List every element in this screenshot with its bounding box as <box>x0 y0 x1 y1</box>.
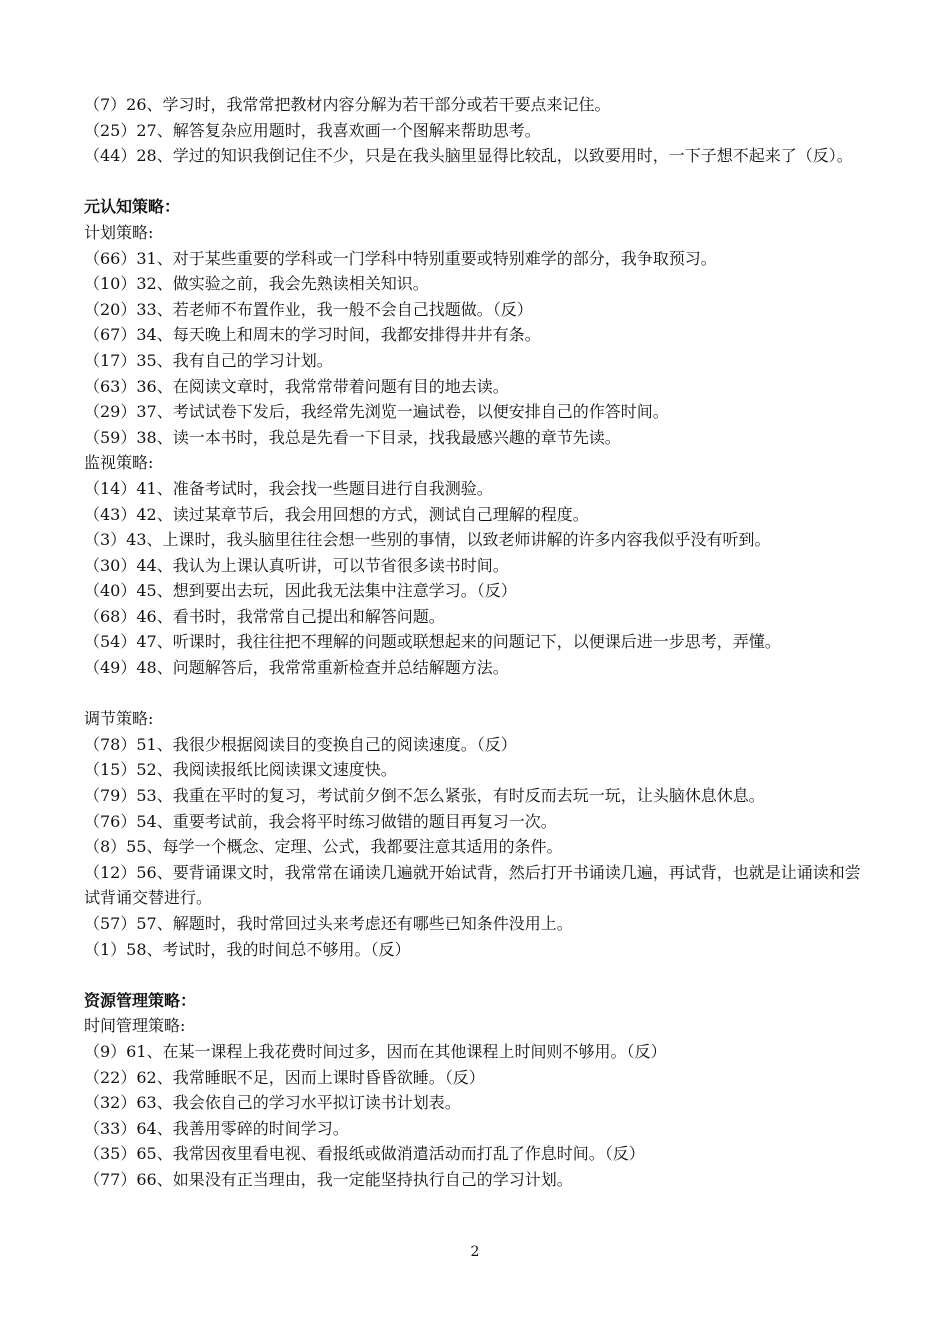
regulate-item: （12）56、要背诵课文时，我常常在诵读几遍就开始试背，然后打开书诵读几遍，再试背，也就是让诵读和尝试背诵交替进行。 <box>84 862 861 908</box>
plan-item: （66）31、对于某些重要的学科或一门学科中特别重要或特别难学的部分，我争取预习。 <box>84 248 717 268</box>
monitor-item: （40）45、想到要出去玩，因此我无法集中注意学习。（反） <box>84 581 517 601</box>
section-heading-metacognition: 元认知策略： <box>84 197 181 217</box>
subsection-title-regulate: 调节策略: <box>84 709 154 729</box>
monitor-item: （49）48、问题解答后，我常常重新检查并总结解题方法。 <box>84 658 509 678</box>
intro-item: （7）26、学习时，我常常把教材内容分解为若干部分或若干要点来记住。 <box>84 95 611 114</box>
subsection-title-plan: 计划策略: <box>84 222 154 242</box>
regulate-item: （8）55、每学一个概念、定理、公式，我都要注意其适用的条件。 <box>84 837 563 857</box>
regulate-item: （1）58、考试时，我的时间总不够用。（反） <box>84 939 411 959</box>
plan-item: （20）33、若老师不布置作业，我一般不会自己找题做。（反） <box>84 299 533 319</box>
monitor-item: （54）47、听课时，我往往把不理解的问题或联想起来的问题记下，以便课后进一步思考，弄懂。 <box>84 632 781 652</box>
monitor-item: （14）41、准备考试时，我会找一些题目进行自我测验。 <box>84 478 493 498</box>
blank-line <box>84 962 874 988</box>
subsection-title-monitor: 监视策略: <box>84 453 154 473</box>
document-body <box>84 92 874 1193</box>
time-item: （9）61、在某一课程上我花费时间过多，因而在其他课程上时间则不够用。（反） <box>84 1041 667 1061</box>
monitor-item: （43）42、读过某章节后，我会用回想的方式，测试自己理解的程度。 <box>84 504 589 524</box>
blank-line <box>84 681 874 707</box>
subsection-title-time: 时间管理策略: <box>84 1016 186 1036</box>
time-item: （77）66、如果没有正当理由，我一定能坚持执行自己的学习计划。 <box>84 1169 573 1189</box>
monitor-item: （68）46、看书时，我常常自己提出和解答问题。 <box>84 606 445 626</box>
time-item: （22）62、我常睡眠不足，因而上课时昏昏欲睡。（反） <box>84 1067 485 1087</box>
regulate-item: （78）51、我很少根据阅读目的变换自己的阅读速度。（反） <box>84 734 517 754</box>
regulate-item: （15）52、我阅读报纸比阅读课文速度快。 <box>84 760 397 780</box>
intro-item: （44）28、学过的知识我倒记住不少，只是在我头脑里显得比较乱，以致要用时，一下子想不起来了（反）。 <box>84 146 853 166</box>
section-heading-resource: 资源管理策略： <box>84 990 197 1010</box>
plan-item: （10）32、做实验之前，我会先熟读相关知识。 <box>84 274 429 294</box>
plan-item: （67）34、每天晚上和周末的学习时间，我都安排得井井有条。 <box>84 325 541 345</box>
monitor-item: （3）43、上课时，我头脑里往往会想一些别的事情，以致老师讲解的许多内容我似乎没有听到。 <box>84 530 771 550</box>
plan-item: （17）35、我有自己的学习计划。 <box>84 350 333 370</box>
page-number: 2 <box>470 1244 480 1260</box>
regulate-item: （57）57、解题时，我时常回过头来考虑还有哪些已知条件没用上。 <box>84 914 573 933</box>
time-item: （32）63、我会依自己的学习水平拟订读书计划表。 <box>84 1093 461 1113</box>
monitor-item: （30）44、我认为上课认真听讲，可以节省很多读书时间。 <box>84 555 509 575</box>
intro-item: （25）27、解答复杂应用题时，我喜欢画一个图解来帮助思考。 <box>84 120 541 140</box>
plan-item: （59）38、读一本书时，我总是先看一下目录，找我最感兴趣的章节先读。 <box>84 427 621 447</box>
regulate-item: （79）53、我重在平时的复习，考试前夕倒不怎么紧张，有时反而去玩一玩，让头脑休息休息。 <box>84 786 765 806</box>
time-item: （35）65、我常因夜里看电视、看报纸或做消遣活动而打乱了作息时间。（反） <box>84 1144 645 1164</box>
time-item: （33）64、我善用零碎的时间学习。 <box>84 1118 349 1138</box>
regulate-item: （76）54、重要考试前，我会将平时练习做错的题目再复习一次。 <box>84 811 557 831</box>
plan-item: （29）37、考试试卷下发后，我经常先浏览一遍试卷，以便安排自己的作答时间。 <box>84 402 669 422</box>
plan-item: （63）36、在阅读文章时，我常常带着问题有目的地去读。 <box>84 376 509 396</box>
blank-line <box>84 169 874 195</box>
